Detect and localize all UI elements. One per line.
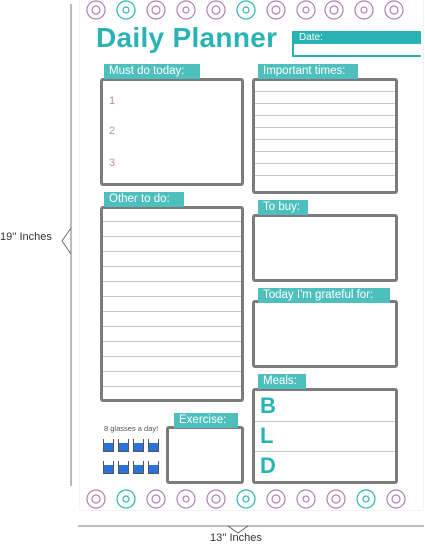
glass-icon[interactable] — [133, 439, 144, 452]
to-buy-box[interactable] — [252, 214, 398, 282]
water-tracker-label: 8 glasses a day! — [104, 424, 159, 433]
height-dimension-label: 19'' Inches — [0, 231, 52, 243]
width-dimension-label: 13'' Inches — [210, 532, 262, 544]
other-to-do-box[interactable] — [100, 206, 244, 402]
top-flower-border-right — [320, 0, 422, 28]
must-do-label: Must do today: — [104, 64, 200, 79]
important-times-box[interactable] — [252, 78, 398, 194]
grateful-box[interactable] — [252, 300, 398, 368]
meal-lunch-letter: L — [260, 423, 274, 448]
must-do-number: 1 — [109, 95, 116, 107]
meal-dinner-letter: D — [260, 453, 276, 478]
glass-icon[interactable] — [118, 461, 129, 474]
must-do-number: 3 — [109, 157, 116, 169]
glass-icon[interactable] — [133, 461, 144, 474]
exercise-box[interactable] — [166, 426, 244, 484]
glass-icon[interactable] — [148, 461, 159, 474]
exercise-label: Exercise: — [174, 413, 238, 428]
glass-icon[interactable] — [103, 461, 114, 474]
meals-label: Meals: — [258, 374, 306, 389]
other-to-do-label: Other to do: — [104, 192, 184, 207]
bottom-flower-border — [80, 486, 422, 512]
glass-icon[interactable] — [148, 439, 159, 452]
flower-icon — [87, 1, 315, 19]
glass-icon[interactable] — [118, 439, 129, 452]
date-label: Date: — [294, 31, 421, 44]
grateful-label: Today I'm grateful for: — [258, 288, 390, 303]
meals-box[interactable] — [252, 388, 398, 484]
to-buy-label: To buy: — [258, 200, 308, 215]
meal-breakfast-letter: B — [260, 393, 276, 418]
planner-title: Daily Planner — [96, 22, 278, 53]
important-times-label: Important times: — [258, 64, 358, 79]
glass-icon[interactable] — [103, 439, 114, 452]
must-do-number: 2 — [109, 125, 116, 137]
must-do-box[interactable] — [100, 78, 244, 186]
height-dimension-line — [60, 4, 72, 486]
